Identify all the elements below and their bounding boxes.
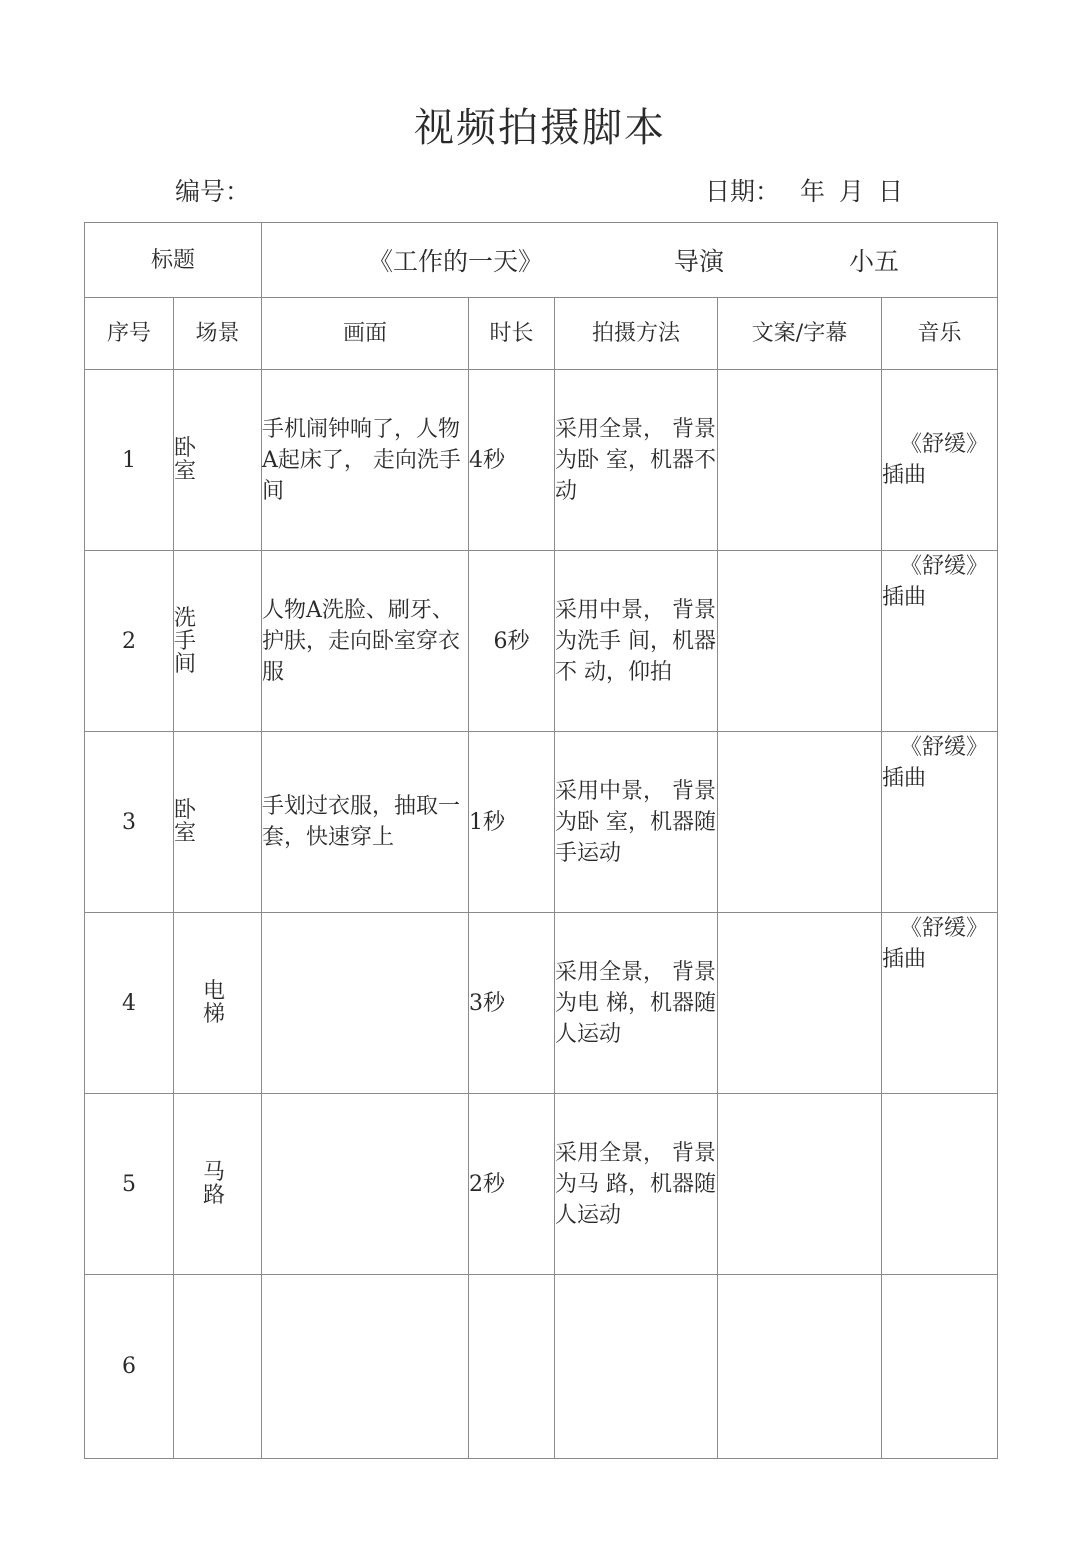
row-no: 1 <box>85 370 174 551</box>
row-picture <box>262 1275 469 1459</box>
row-no: 4 <box>85 913 174 1094</box>
row-caption <box>718 551 882 732</box>
row-caption <box>718 913 882 1094</box>
col-header-picture: 画面 <box>262 298 469 370</box>
table-row <box>85 732 998 913</box>
row-duration <box>469 1275 555 1459</box>
col-header-method: 拍摄方法 <box>555 298 718 370</box>
row-music: 《舒缓》插曲 <box>882 913 998 1094</box>
row-method <box>555 1275 718 1459</box>
row-music <box>882 1275 998 1459</box>
row-duration: 6秒 <box>469 551 555 732</box>
table-row <box>85 1275 998 1459</box>
row-picture <box>262 1094 469 1275</box>
row-scene: 马路 <box>174 1094 262 1275</box>
document-title: 视频拍摄脚本 <box>414 105 666 151</box>
row-music: 《舒缓》插曲 <box>882 551 998 732</box>
title-row <box>85 223 998 298</box>
table-row <box>85 913 998 1094</box>
title-value: 《工作的一天》 <box>368 247 544 276</box>
row-picture: 人物A洗脸、刷牙、护肤，走向卧室穿衣服 <box>262 551 469 732</box>
row-picture <box>262 913 469 1094</box>
row-no: 3 <box>85 732 174 913</box>
number-label: 编号： <box>175 177 251 206</box>
table-row <box>85 1094 998 1275</box>
row-caption <box>718 732 882 913</box>
col-header-caption: 文案/字幕 <box>718 298 882 370</box>
row-music: 《舒缓》插曲 <box>882 732 998 913</box>
date-day: 日 <box>878 177 904 206</box>
row-method: 采用全景， 背景为马 路，机器随 人运动 <box>555 1094 718 1275</box>
row-method: 采用中景， 背景为卧 室，机器随 手运动 <box>555 732 718 913</box>
row-method: 采用中景， 背景为洗手 间，机器不 动，仰拍 <box>555 551 718 732</box>
table-row <box>85 370 998 551</box>
number-field <box>175 172 250 208</box>
row-music <box>882 1094 998 1275</box>
date-year: 年 <box>800 177 826 206</box>
table-row <box>85 551 998 732</box>
title-label: 标题 <box>85 223 262 298</box>
date-label: 日期： <box>705 177 781 206</box>
row-scene: 电梯 <box>174 913 262 1094</box>
title-info-cell <box>262 223 998 298</box>
row-no: 5 <box>85 1094 174 1275</box>
row-caption <box>718 370 882 551</box>
row-duration: 1秒 <box>469 732 555 913</box>
row-scene: 卧室 <box>174 732 262 913</box>
director-label: 导演 <box>674 247 725 276</box>
row-no: 2 <box>85 551 174 732</box>
row-picture: 手划过衣服，抽取一套，快速穿上 <box>262 732 469 913</box>
row-scene: 卧室 <box>174 370 262 551</box>
row-duration: 3秒 <box>469 913 555 1094</box>
column-header-row <box>85 298 998 370</box>
row-method: 采用全景， 背景为卧 室，机器不 动 <box>555 370 718 551</box>
row-duration: 2秒 <box>469 1094 555 1275</box>
col-header-duration: 时长 <box>469 298 555 370</box>
row-music: 《舒缓》插曲 <box>882 370 998 551</box>
row-duration: 4秒 <box>469 370 555 551</box>
row-picture: 手机闹钟响了，人物A起床了， 走向洗手间 <box>262 370 469 551</box>
col-header-no: 序号 <box>85 298 174 370</box>
row-caption <box>718 1275 882 1459</box>
col-header-scene: 场景 <box>174 298 262 370</box>
col-header-music: 音乐 <box>882 298 998 370</box>
script-table <box>84 222 998 1459</box>
date-month: 月 <box>839 177 865 206</box>
row-scene <box>174 1275 262 1459</box>
row-no: 6 <box>85 1275 174 1459</box>
director-value: 小五 <box>849 247 900 276</box>
row-caption <box>718 1094 882 1275</box>
date-field <box>705 172 903 208</box>
row-method: 采用全景， 背景为电 梯，机器随 人运动 <box>555 913 718 1094</box>
row-scene: 洗手间 <box>174 551 262 732</box>
